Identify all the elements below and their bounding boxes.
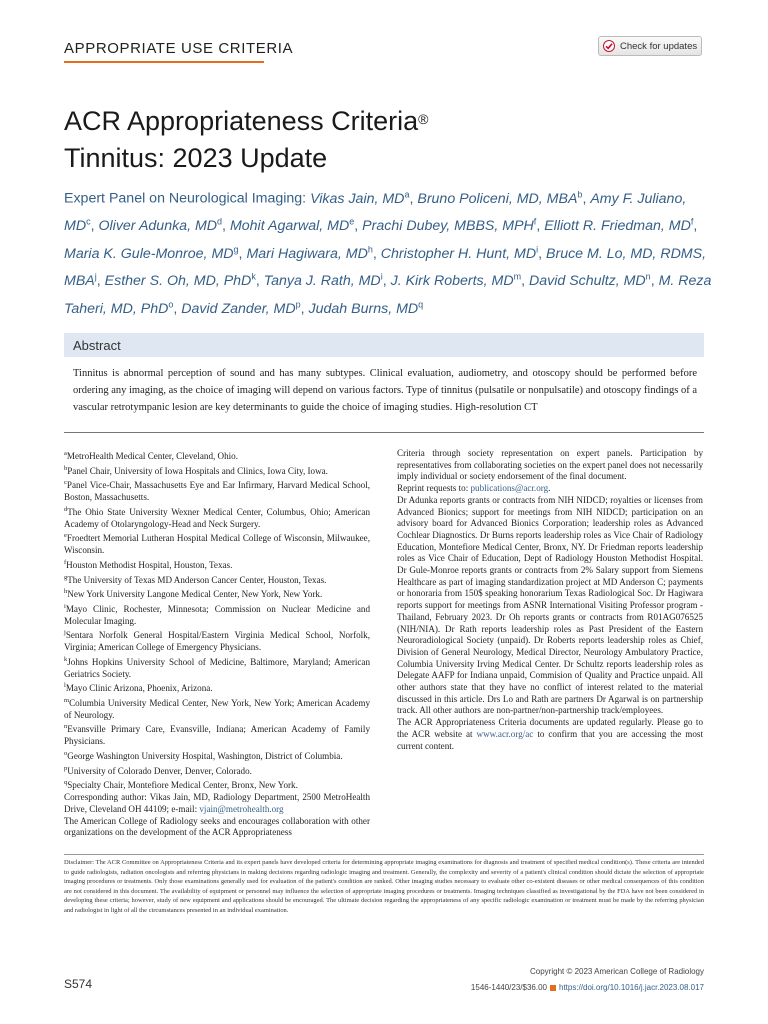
separator-square-icon	[550, 985, 556, 991]
author-name: Vikas Jain, MD	[310, 190, 405, 207]
affiliation-marker: o	[64, 749, 68, 757]
affiliation-text: George Washington University Hospital, Washington, District of Columbia.	[67, 750, 343, 761]
author-name: Bruno Policeni, MD, MBA	[417, 190, 578, 207]
issn-text: 1546-1440/23/$36.00	[470, 983, 547, 992]
disclaimer-rule	[64, 854, 704, 855]
acr-website-link[interactable]: www.acr.org/ac	[476, 728, 534, 739]
author-name: David Schultz, MD	[528, 273, 646, 290]
affiliation-text: Johns Hopkins University School of Medicine, Baltimore, Maryland; American Geriatrics Society.	[64, 656, 370, 679]
author-affiliation-marker: m	[513, 271, 522, 282]
affiliation-text: Sentara Norfolk General Hospital/Eastern Virginia Medical School, Norfolk, Virginia; American College of Emergency Physicians.	[64, 630, 370, 653]
doi-link[interactable]: https://doi.org/10.1016/j.jacr.2023.08.017	[559, 983, 704, 992]
check-for-updates-button[interactable]	[598, 36, 702, 56]
check-for-updates-label: Check for updates	[620, 40, 698, 52]
author-affiliation-marker: k	[251, 271, 256, 282]
affiliation-text: Specialty Chair, Montefiore Medical Center, Bronx, New York.	[67, 780, 298, 791]
affiliation-marker: l	[64, 682, 66, 690]
title-line-2: Tinnitus: 2023 Update	[64, 143, 328, 173]
author-affiliation-marker: h	[367, 244, 373, 255]
affiliation-item	[64, 572, 370, 587]
affiliation-item	[64, 477, 370, 503]
affiliation-item	[64, 448, 370, 463]
affiliation-text: Houston Methodist Hospital, Houston, Texas.	[66, 559, 233, 570]
author-name: Tanya J. Rath, MD	[263, 273, 381, 290]
affiliation-item	[64, 680, 370, 695]
affiliation-text: Columbia University Medical Center, New York, New York; American Academy of Neurology.	[64, 698, 370, 720]
author-list: Expert Panel on Neurological Imaging: Vikas Jain, $MD^a$, Bruno Policeni, MD, MBA$^b$, Amy F. Juliano, $MD^c$, Oliver Adunka, $MD^d$, Mohit Agarwal, MDe, Prachi Dubey, MBBS, MPH$^f$, Elliott R. Friedman, $MD^f$, Maria K. Gule-Monroe, $MD^g$, Mari Hagiwara, $MD^h$, Christopher H. Hunt, $MD^i$, Bruce M. Lo, MD, RDMS, MBA$^j$, Esther S. Oh, MD, PhD$^k$, Tanya J. Rath, $MD^i$, J. Kirk Roberts, $MD^m$, David Schultz, $MD^n$, M. Reza Taheri, MD, PhD$^o$, David Zander, $MD^p$, Judah Burns, $MD^q$	[64, 189, 712, 317]
affiliation-marker: g	[64, 573, 68, 581]
abstract-heading	[64, 333, 704, 357]
affiliation-item	[64, 763, 370, 778]
copyright-line: Copyright © 2023 American College of Radiology	[530, 967, 704, 976]
affiliation-text: The University of Texas MD Anderson Cancer Center, Houston, Texas.	[67, 574, 327, 585]
author-affiliation-marker: o	[168, 299, 174, 310]
author-name: Bruce M. Lo, MD, RDMS, MBA	[64, 245, 707, 290]
affiliation-marker: a	[64, 450, 67, 457]
author-name: Christopher H. Hunt, MD	[380, 245, 537, 262]
affiliation-text: Mayo Clinic, Rochester, Minnesota; Commission on Nuclear Medicine and Molecular Imaging.	[64, 604, 370, 626]
affiliation-text: University of Colorado Denver, Denver, Colorado.	[67, 765, 252, 776]
author-name: Esther S. Oh, MD, PhD	[104, 273, 252, 290]
affiliation-marker: k	[64, 655, 68, 663]
affiliation-marker: m	[64, 697, 70, 705]
section-rule	[64, 61, 264, 63]
corresponding-email-link[interactable]: vjain@metrohealth.org	[199, 803, 284, 814]
author-name: Mohit Agarwal, MD	[229, 218, 350, 235]
affiliation-item	[64, 557, 370, 572]
affiliation-item	[64, 463, 370, 478]
author-name: Mari Hagiwara, MD	[246, 245, 368, 262]
affiliation-marker: n	[64, 723, 68, 731]
panel-name: Expert Panel on Neurological Imaging:	[64, 190, 307, 207]
collaboration-note-continued: Criteria through society representation on expert panels. Participation by representatives from collaborating societies on the expert panel does not necessarily imply individual or society endorsement of the final document.	[397, 448, 703, 482]
author-affiliation-marker: j	[94, 271, 97, 282]
affiliation-item	[64, 530, 370, 556]
affiliation-item	[64, 504, 370, 530]
reprint-text: Reprint requests to:	[397, 483, 471, 494]
author-name: Judah Burns, MD	[308, 300, 419, 317]
author-name: Elliott R. Friedman, MD	[544, 218, 691, 235]
affiliation-marker: h	[64, 588, 68, 596]
disclaimer-text: Disclaimer: The ACR Committee on Appropriateness Criteria and its expert panels have developed criteria for determining appropriate imaging examinations for diagnosis and treatment of specified medical condition(s). These criteria are intended to guide radiologists, radiation oncologists and referring physicians in making decisions regarding radiologic imaging and treatment. Generally, the complexity and severity of a patient's clinical condition should dictate the selection of appropriate imaging procedures or treatments. Only those examinations generally used for evaluation of the patient's condition are ranked. Other imaging studies necessary to evaluate other co-existent diseases or other medical consequences of this condition are not considered in this document. The availability of equipment or personnel may influence the selection of appropriate imaging procedures or treatments. Imaging techniques classified as investigational by the FDA have not been considered in developing these criteria; however, study of new equipment and applications should be encouraged. The ultimate decision regarding the appropriateness of any specific radiologic examination or treatment must be made by the referring physician and radiologist in light of all the circumstances presented in an individual examination.	[64, 859, 704, 914]
affiliation-item	[64, 627, 370, 653]
abstract-text: Tinnitus is abnormal perception of sound and has many subtypes. Clinical evaluation, audiometry, and otoscopy should be performed before ordering any imaging, as the choice of imaging will depend on various factors. Type of tinnitus (pulsatile or nonpulsatile) and otoscopy findings of a vascular retrotympanic lesion are key determinants to guide the choice of imaging studies. High-resolution CT	[73, 368, 697, 413]
author-name: Oliver Adunka, MD	[98, 218, 218, 235]
affiliation-item	[64, 777, 370, 792]
collaboration-note: The American College of Radiology seeks and encourages collaboration with other organizations on the development of the ACR Appropriateness	[64, 815, 370, 838]
title-line-1: ACR Appropriateness Criteria	[64, 106, 419, 136]
registered-mark: ®	[418, 111, 429, 127]
corresponding-text: Corresponding author: Vikas Jain, MD, Radiology Department, 2500 MetroHealth Drive, Cleveland OH 44109; e-mail:	[64, 792, 370, 814]
affiliation-item	[64, 695, 370, 721]
affiliation-text: Evansville Primary Care, Evansville, Indiana; American Academy of Family Physicians.	[64, 724, 370, 747]
affiliation-item	[64, 601, 370, 627]
page-number: S574	[64, 977, 93, 991]
author-affiliation-marker: i	[380, 271, 383, 282]
author-affiliation-marker: b	[577, 189, 583, 199]
affiliation-text: New York University Langone Medical Center, New York, New York.	[67, 589, 323, 600]
author-name: Prachi Dubey, MBBS, MPH	[362, 218, 534, 235]
affiliations-column	[64, 448, 370, 839]
section-label: APPROPRIATE USE CRITERIA	[64, 40, 294, 57]
affiliation-text: The Ohio State University Wexner Medical Center, Columbus, Ohio; American Academy of Otolaryngology-Head and Neck Surgery.	[64, 506, 370, 529]
affiliation-item	[64, 586, 370, 601]
author-name: M. Reza Taheri, MD, PhD	[64, 273, 712, 317]
author-affiliation-marker: i	[536, 244, 539, 255]
affiliation-marker: e	[64, 532, 67, 540]
affiliation-item	[64, 654, 370, 680]
author-affiliation-marker: e	[349, 216, 355, 227]
author-affiliation-marker: n	[645, 271, 651, 282]
affiliation-marker: j	[64, 629, 66, 637]
disclosures-text: Dr Adunka reports grants or contracts from NIH NIDCD; royalties or licenses from Advanced Bionics; support for meetings from NIH NIDCD; participation on an advisory board for Advanced Bionics Corporation; leadership roles as Advanced Cochlear Diagnostics. Dr Burns reports leadership roles as Vice Chair of Radiology Education, Montefiore Medical Center, Bronx, NY. Dr Friedman reports leadership roles as Vice Chair of Education, Dept of Radiology Houston Methodist Hospital. Dr Gule-Monroe reports grants or contracts from 2% Salary support from Siemens Healthcare as part of imaging standardization project at MD Anderson C; payments or honoraria from 150$ speaking honorarium Texas Radiological Soc. Dr Hagiwara reports support for meetings from ASNR International Visiting Professor program - Thailand, February 2023. Dr Oh reports grants or contracts from R01AG076525 (NIH/NIA). Dr Rath reports leadership roles as Past President of the Eastern Neuroradiological Society (unpaid). Dr Roberts reports leadership roles as Chief, Division of General Neurology, Medical Director, Neurology Ambulatory Practice, Columbia University Irving Medical Center. Dr Schultz reports leadership roles as Delegate AAFP for Indiana unpaid, Commision of Quality and Practice unpaid. All other authors state that they have no conflict of interest related to the material discussed in this article. Drs Lo and Rath are partners Dr Agarwal is on partnership track. All other authors are non-partner/non-partnership track/employees.	[397, 494, 703, 716]
affiliation-marker: i	[64, 602, 66, 610]
corresponding-author	[64, 792, 370, 815]
article-title	[64, 103, 428, 177]
update-text-pre: The ACR Appropriateness Criteria documents are updated regularly. Please go to the ACR website at	[397, 717, 703, 739]
author-affiliation-marker: q	[418, 299, 424, 310]
author-affiliation-marker: a	[404, 189, 410, 199]
crossmark-icon	[603, 40, 615, 52]
author-name: Amy F. Juliano, MD	[64, 190, 687, 235]
disclosures-column	[397, 448, 703, 752]
doi-line	[471, 983, 704, 992]
author-name: David Zander, MD	[181, 300, 296, 317]
author-affiliation-marker: f	[690, 216, 694, 227]
affiliation-text: Panel Vice-Chair, Massachusetts Eye and Ear Infirmary, Harvard Medical School, Boston, Massachusetts.	[64, 480, 370, 503]
reprint-requests: Reprint requests to: publications@acr.org.	[397, 483, 551, 494]
section-divider	[64, 432, 704, 433]
affiliation-text: MetroHealth Medical Center, Cleveland, Ohio.	[66, 451, 238, 462]
update-note	[397, 717, 703, 752]
author-name: J. Kirk Roberts, MD	[390, 273, 514, 290]
affiliation-text: Mayo Clinic Arizona, Phoenix, Arizona.	[65, 683, 213, 694]
author-name: Maria K. Gule-Monroe, MD	[64, 245, 234, 262]
affiliation-marker: f	[64, 558, 67, 566]
author-affiliation-marker: c	[86, 216, 91, 227]
affiliation-marker: p	[64, 764, 68, 772]
affiliation-text: Froedtert Memorial Lutheran Hospital Medical College of Wisconsin, Milwaukee, Wisconsin.	[64, 533, 370, 556]
affiliation-marker: b	[64, 464, 68, 472]
reprint-email-link[interactable]: publications@acr.org	[470, 483, 549, 494]
affiliation-item	[64, 721, 370, 747]
author-affiliation-marker: g	[233, 244, 239, 255]
abstract-heading-label: Abstract	[73, 337, 121, 353]
author-affiliation-marker: f	[533, 216, 537, 227]
update-text-post: to confirm that you are accessing the most current content.	[397, 728, 703, 751]
affiliation-marker: c	[64, 479, 67, 487]
author-affiliation-marker: p	[295, 299, 301, 310]
affiliation-marker: d	[64, 505, 68, 513]
affiliation-item	[64, 748, 370, 763]
affiliation-text: Panel Chair, University of Iowa Hospitals and Clinics, Iowa City, Iowa.	[67, 465, 328, 476]
author-affiliation-marker: d	[217, 216, 223, 227]
affiliation-marker: q	[64, 779, 68, 787]
